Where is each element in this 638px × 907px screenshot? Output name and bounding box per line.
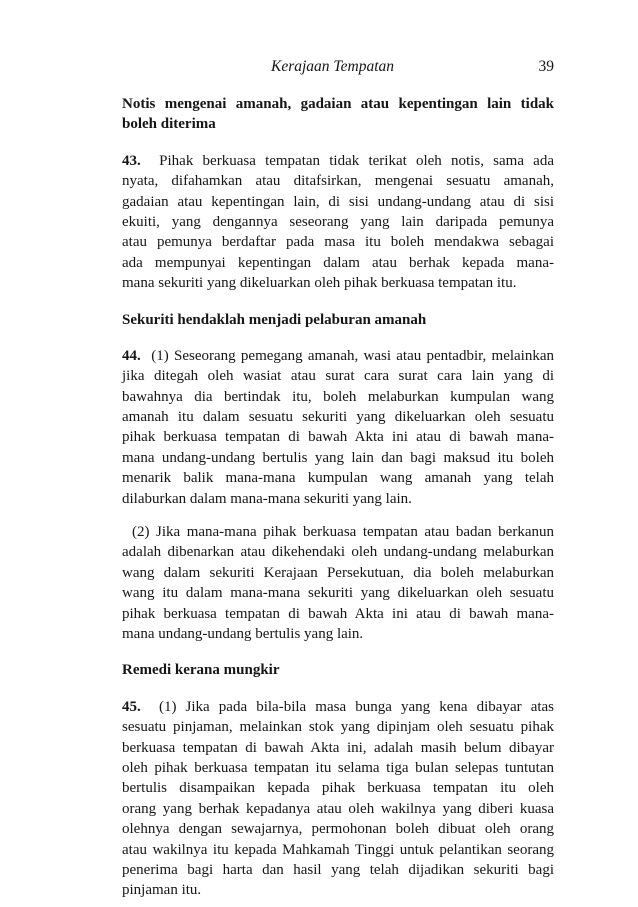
- paragraph-line: wang itu dalam mana-mana sekuriti yang dikeluarkan oleh sesuatu: [122, 585, 554, 602]
- section-heading-43: [122, 94, 554, 135]
- paragraph-line: menarik balik mana-mana kumpulan wang amanah yang telah: [122, 470, 554, 487]
- paragraph-44: [122, 346, 554, 509]
- section-number: 44.: [122, 347, 141, 364]
- paragraph-line: mana sekuriti yang dikeluarkan oleh pihak berkuasa tempatan itu.: [122, 275, 517, 292]
- paragraph-first-line: 43. Pihak berkuasa tempatan tidak terikat oleh notis, sama ada: [122, 152, 554, 169]
- paragraph-line: nyata, difahamkan atau ditafsirkan, mengenai sesuatu amanah,: [122, 173, 554, 190]
- section-number: 43.: [122, 152, 141, 169]
- paragraph-line: sesuatu pinjaman, melainkan stok yang dipinjam oleh sesuatu pihak: [122, 719, 554, 736]
- page-number: 39: [538, 58, 554, 75]
- running-head: [122, 58, 554, 80]
- paragraph-line: pihak berkuasa tempatan di bawah Akta ini atau di bawah mana-: [122, 429, 554, 446]
- paragraph-line: gadaian atau kepentingan lain, di sisi undang-undang atau di sisi: [122, 193, 554, 210]
- paragraph-line: ada mempunyai kepentingan dalam atau berhak kepada mana-: [122, 254, 554, 271]
- paragraph-line: bertulis disampaikan kepada pihak berkuasa tempatan itu oleh: [122, 780, 554, 797]
- section-heading-44: [122, 310, 554, 330]
- subparagraph-first-line: (2) Jika mana-mana pihak berkuasa tempatan atau badan berkanun: [132, 524, 554, 541]
- heading-line: Remedi kerana mungkir: [122, 662, 280, 679]
- paragraph-line: oleh pihak berkuasa tempatan itu selama tiga bulan selepas tuntutan: [122, 759, 554, 776]
- paragraph-line: bawahnya dia bertindak itu, boleh melaburkan kumpulan wang: [122, 388, 554, 405]
- heading-line: Notis mengenai amanah, gadaian atau kepentingan lain tidak: [122, 96, 554, 112]
- subparagraph-44-2: [122, 522, 554, 644]
- paragraph-line: jika ditegah oleh wasiat atau surat cara surat cara lain yang di: [122, 368, 554, 385]
- paragraph-line: atau wakilnya itu kepada Mahkamah Tinggi untuk pelantikan seorang: [122, 841, 554, 858]
- paragraph-line: ekuiti, yang dengannya seseorang yang lain daripada pemunya: [122, 213, 554, 230]
- paragraph-line: berkuasa tempatan di bawah Akta ini, adalah masih belum dibayar: [122, 739, 554, 756]
- paragraph-45: [122, 697, 554, 901]
- running-head-title: Kerajaan Tempatan: [271, 58, 395, 75]
- document-body: [122, 94, 554, 901]
- paragraph-line: wang dalam sekuriti Kerajaan Persekutuan, dia boleh melaburkan: [122, 564, 554, 581]
- paragraph-first-line: 44. (1) Seseorang pemegang amanah, wasi atau pentadbir, melainkan: [122, 347, 555, 364]
- paragraph-43: [122, 151, 554, 294]
- paragraph-line: penerima bagi harta dan hasil yang telah dijadikan sekuriti bagi: [122, 861, 554, 878]
- paragraph-line: atau pemunya berdaftar pada masa itu boleh mendakwa sebagai: [122, 234, 554, 251]
- paragraph-line: pihak berkuasa tempatan di bawah Akta ini atau di bawah mana-: [122, 605, 554, 622]
- paragraph-line: pinjaman itu.: [122, 882, 202, 899]
- heading-line: Sekuriti hendaklah menjadi pelaburan amanah: [122, 311, 427, 328]
- section-heading-45: [122, 660, 554, 680]
- paragraph-line: mana undang-undang bertulis yang lain.: [122, 625, 364, 642]
- paragraph-line: olehnya dengan sewajarnya, permohonan boleh dibuat oleh orang: [122, 821, 554, 838]
- paragraph-line: amanah itu dalam sesuatu sekuriti yang dikeluarkan oleh sesuatu: [122, 409, 554, 426]
- paragraph-line: dilaburkan dalam mana-mana sekuriti yang lain.: [122, 490, 412, 507]
- paragraph-line: mana undang-undang bertulis yang lain dan bagi maksud itu boleh: [122, 449, 554, 466]
- section-number: 45.: [122, 698, 141, 715]
- paragraph-line: orang yang berhak kepadanya atau oleh wakilnya yang diberi kuasa: [122, 800, 554, 817]
- heading-line: boleh diterima: [122, 116, 216, 133]
- paragraph-line: adalah dibenarkan atau dikehendaki oleh undang-undang melaburkan: [122, 544, 554, 561]
- paragraph-first-line: 45. (1) Jika pada bila-bila masa bunga yang kena dibayar atas: [122, 698, 555, 715]
